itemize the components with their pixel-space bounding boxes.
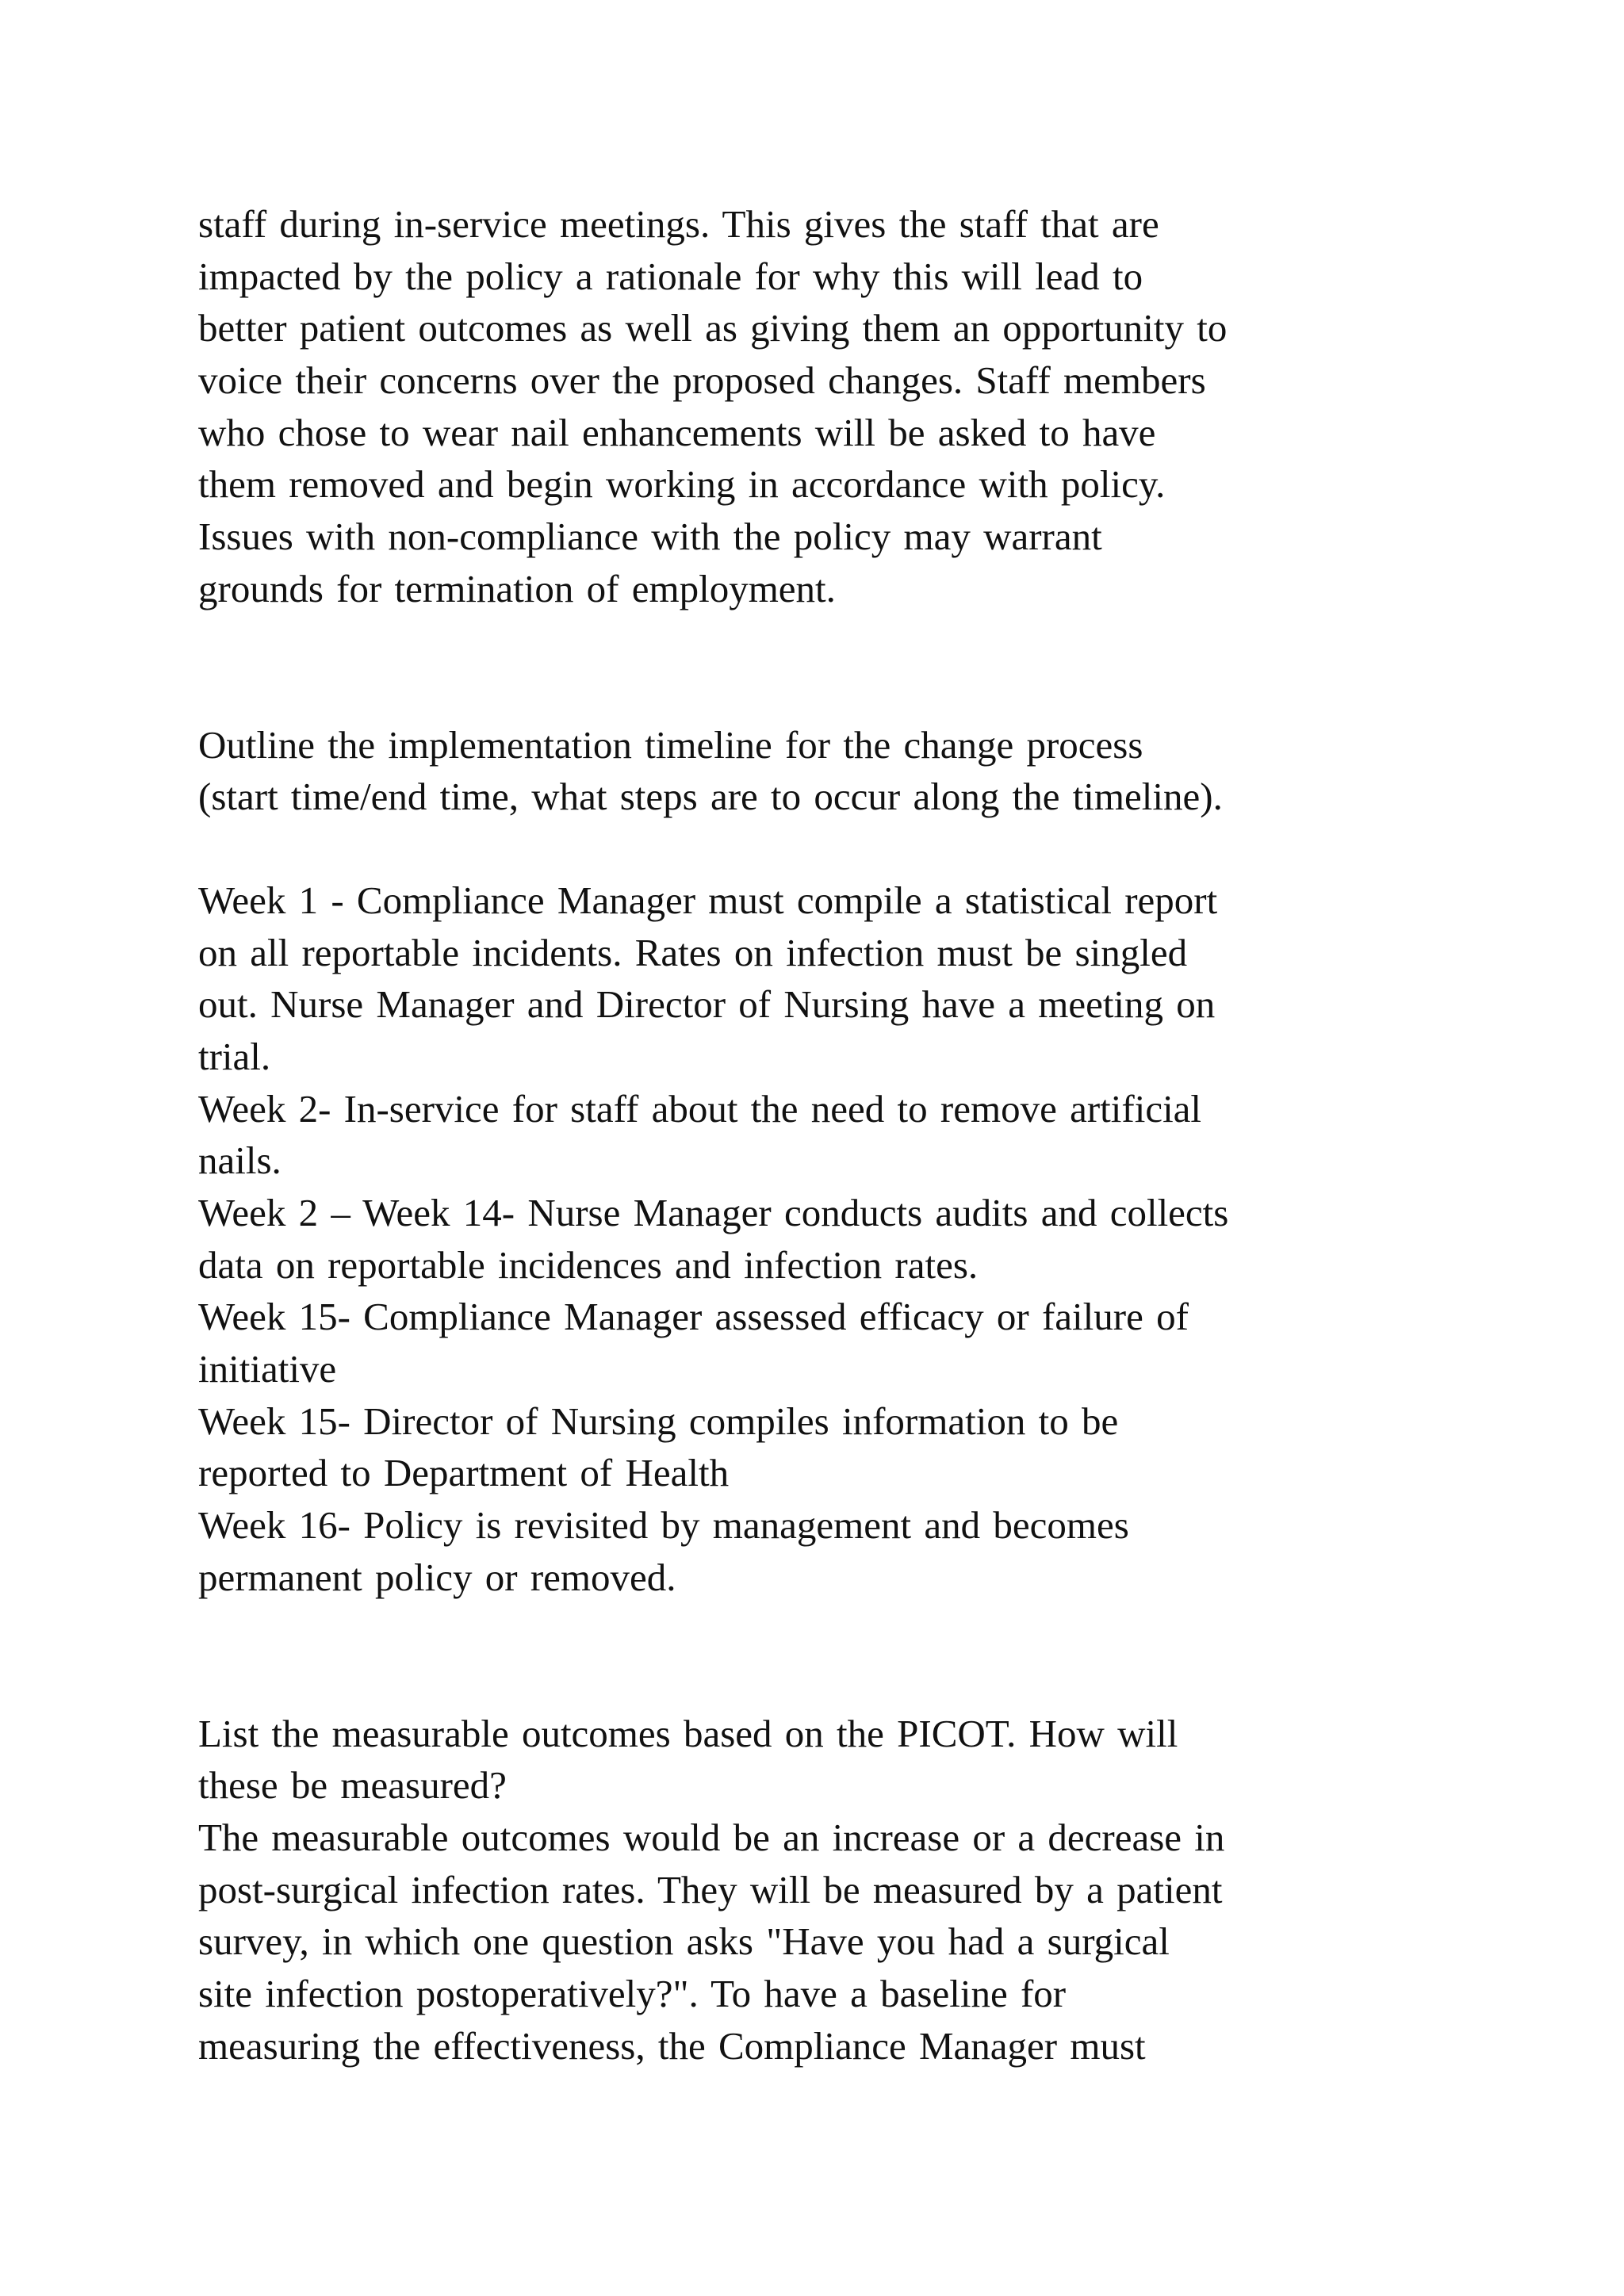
outcomes-question [198, 1708, 1483, 1812]
spacer [198, 615, 1483, 719]
document-page [198, 198, 1483, 2072]
timeline-line: nails. [198, 1138, 282, 1183]
outcome-line: post-surgical infection rates. They will be measured by a patient [198, 1867, 1223, 1911]
timeline-line: Week 16- Policy is revisited by management and becomes [198, 1503, 1129, 1548]
timeline-line: reported to Department of Health [198, 1451, 730, 1495]
timeline-line: trial. [198, 1034, 271, 1078]
timeline-line: permanent policy or removed. [198, 1555, 676, 1599]
timeline-line: Week 15- Compliance Manager assessed efficacy or failure of [198, 1295, 1189, 1339]
text-line: better patient outcomes as well as giving them an opportunity to [198, 306, 1228, 350]
timeline-question [198, 719, 1483, 823]
timeline-line: Week 2- In-service for staff about the need to remove artificial [198, 1086, 1202, 1131]
question-line: Outline the implementation timeline for the change process [198, 722, 1143, 767]
question-line: these be measured? [198, 1763, 507, 1808]
text-line: impacted by the policy a rationale for why this will lead to [198, 254, 1143, 298]
text-line: staff during in-service meetings. This gives the staff that are [198, 202, 1159, 246]
outcome-line: site infection postoperatively?". To have a baseline for [198, 1971, 1067, 2015]
spacer [198, 823, 1483, 874]
text-line: who chose to wear nail enhancements will be asked to have [198, 410, 1156, 454]
text-line: grounds for termination of employment. [198, 566, 836, 610]
outcome-line: measuring the effectiveness, the Compliance Manager must [198, 2023, 1146, 2068]
outcomes-answer [198, 1812, 1483, 2072]
question-line: List the measurable outcomes based on the PICOT. How will [198, 1711, 1178, 1755]
timeline-line: out. Nurse Manager and Director of Nursing have a meeting on [198, 982, 1216, 1027]
text-line: them removed and begin working in accordance with policy. [198, 462, 1166, 507]
policy-paragraph [198, 198, 1483, 615]
timeline-line: Week 2 – Week 14- Nurse Manager conducts audits and collects [198, 1191, 1229, 1234]
outcome-line: survey, in which one question asks "Have you had a surgical [198, 1919, 1170, 1964]
timeline-line: Week 1 - Compliance Manager must compile a statistical report [198, 878, 1218, 922]
text-line: voice their concerns over the proposed changes. Staff members [198, 358, 1206, 403]
outcome-line: The measurable outcomes would be an increase or a decrease in [198, 1815, 1225, 1859]
text-line: Issues with non-compliance with the policy may warrant [198, 515, 1102, 559]
question-line: (start time/end time, what steps are to occur along the timeline). [198, 775, 1223, 819]
timeline-line: Week 15- Director of Nursing compiles information to be [198, 1399, 1119, 1443]
timeline-line: on all reportable incidents. Rates on infection must be singled [198, 930, 1188, 974]
timeline-line: initiative [198, 1347, 337, 1391]
timeline-answer [198, 874, 1483, 1604]
timeline-line: data on reportable incidences and infection rates. [198, 1242, 979, 1287]
spacer [198, 1604, 1483, 1708]
